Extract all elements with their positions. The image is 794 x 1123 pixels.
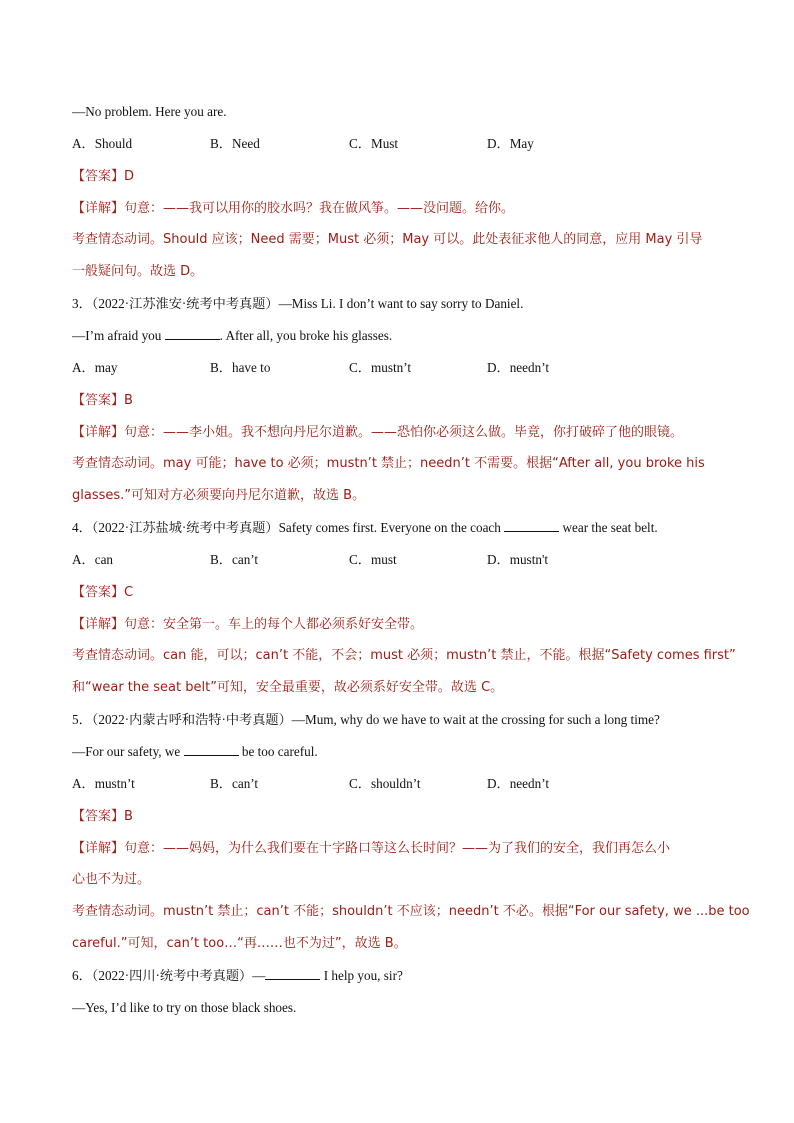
option-a: A．can xyxy=(72,552,114,567)
q4-explain-1: 考查情态动词。can 能，可以；can’t 不能，不会；must 必须；mustn’t 禁止，不能。根据“Safety comes first” xyxy=(72,648,736,663)
q5-detail xyxy=(72,832,732,864)
option-c: C．mustn’t xyxy=(349,360,412,375)
q2-explain-2: 一般疑问句。故选 D。 xyxy=(72,264,204,279)
q6-line2: —Yes, I’d like to try on those black shoes. xyxy=(72,1000,297,1015)
option-b: B．can’t xyxy=(210,552,259,567)
option-a: A．may xyxy=(72,360,118,375)
detail-text: 句意：——李小姐。我不想向丹尼尔道歉。——恐怕你必须这么做。毕竟，你打破碎了他的眼镜。 xyxy=(124,425,684,440)
answer-blank xyxy=(504,519,559,532)
q2-detail xyxy=(72,192,732,224)
detail-tag: 【详解】 xyxy=(72,841,125,856)
detail-tag: 【详解】 xyxy=(72,201,125,216)
answer-value: C xyxy=(124,585,134,600)
q4-header-after: wear the seat belt. xyxy=(562,520,658,535)
q3-line2-after: . After all, you broke his glasses. xyxy=(219,328,393,343)
q6-header-before: 6．（2022·四川·统考中考真题）— xyxy=(72,968,266,983)
answer-blank xyxy=(165,327,220,340)
option-b: B．can’t xyxy=(210,776,259,791)
option-c: C．must xyxy=(349,552,397,567)
option-a: A．mustn’t xyxy=(72,776,135,791)
q3-options xyxy=(72,352,732,384)
q5-explain-2: careful.”可知，can’t too…“再……也不为过”，故选 B。 xyxy=(72,936,407,951)
q5-answer xyxy=(72,800,732,832)
answer-value: D xyxy=(124,169,135,184)
answer-value: B xyxy=(124,809,133,824)
option-b: B．Need xyxy=(210,136,260,151)
q4-detail xyxy=(72,608,732,640)
q5-options xyxy=(72,768,732,800)
q2-options xyxy=(72,128,732,160)
exam-page xyxy=(72,96,750,1024)
answer-tag: 【答案】 xyxy=(72,809,125,824)
q4-options xyxy=(72,544,732,576)
q6-header xyxy=(72,960,732,992)
q2-stem-end: —No problem. Here you are. xyxy=(72,104,227,119)
q5-line2-before: —For our safety, we xyxy=(72,744,181,759)
q3-answer xyxy=(72,384,732,416)
q2-answer xyxy=(72,160,732,192)
answer-tag: 【答案】 xyxy=(72,585,125,600)
q3-header: 3．（2022·江苏淮安·统考中考真题）—Miss Li. I don’t want to say sorry to Daniel. xyxy=(72,296,524,311)
answer-tag: 【答案】 xyxy=(72,169,125,184)
q3-line2-before: —I’m afraid you xyxy=(72,328,162,343)
option-c: C．Must xyxy=(349,136,399,151)
detail-text: 句意：安全第一。车上的每个人都必须系好安全带。 xyxy=(124,617,424,632)
q4-explain-2: 和“wear the seat belt”可知，安全最重要，故必须系好安全带。故选 C。 xyxy=(72,680,504,695)
detail-tag: 【详解】 xyxy=(72,617,125,632)
option-a: A．Should xyxy=(72,136,133,151)
option-d: D．needn’t xyxy=(487,360,550,375)
option-d: D．May xyxy=(487,136,534,151)
detail-text: 句意：——妈妈，为什么我们要在十字路口等这么长时间？——为了我们的安全，我们再怎么小 xyxy=(124,841,671,856)
q4-header xyxy=(72,512,732,544)
q3-explain-1: 考查情态动词。may 可能；have to 必须；mustn’t 禁止；needn’t 不需要。根据“After all, you broke his xyxy=(72,456,705,471)
answer-blank xyxy=(265,967,320,980)
q3-explain-2: glasses.”可知对方必须要向丹尼尔道歉，故选 B。 xyxy=(72,488,366,503)
detail-tag: 【详解】 xyxy=(72,425,125,440)
q2-explain-1: 考查情态动词。Should 应该；Need 需要；Must 必须；May 可以。此处表征求他人的同意，应用 May 引导 xyxy=(72,232,703,247)
answer-tag: 【答案】 xyxy=(72,393,125,408)
q3-line2 xyxy=(72,320,732,352)
option-d: D．mustn't xyxy=(487,552,548,567)
answer-value: B xyxy=(124,393,133,408)
q6-header-after: I help you, sir? xyxy=(323,968,403,983)
option-b: B．have to xyxy=(210,360,271,375)
q5-header: 5．（2022·内蒙古呼和浩特·中考真题）—Mum, why do we have to wait at the crossing for such a long time? xyxy=(72,712,660,727)
q5-detail-cont: 心也不为过。 xyxy=(72,872,151,887)
q4-answer xyxy=(72,576,732,608)
option-c: C．shouldn’t xyxy=(349,776,421,791)
q5-explain-1: 考查情态动词。mustn’t 禁止；can’t 不能；shouldn’t 不应该；needn’t 不必。根据“For our safety, we ...be too xyxy=(72,904,750,919)
q5-line2-after: be too careful. xyxy=(241,744,318,759)
answer-blank xyxy=(184,743,239,756)
q3-detail xyxy=(72,416,732,448)
option-d: D．needn’t xyxy=(487,776,550,791)
q5-line2 xyxy=(72,736,732,768)
q4-header-before: 4．（2022·江苏盐城·统考中考真题）Safety comes first. Everyone on the coach xyxy=(72,520,501,535)
detail-text: 句意：——我可以用你的胶水吗？我在做风筝。——没问题。给你。 xyxy=(124,201,515,216)
